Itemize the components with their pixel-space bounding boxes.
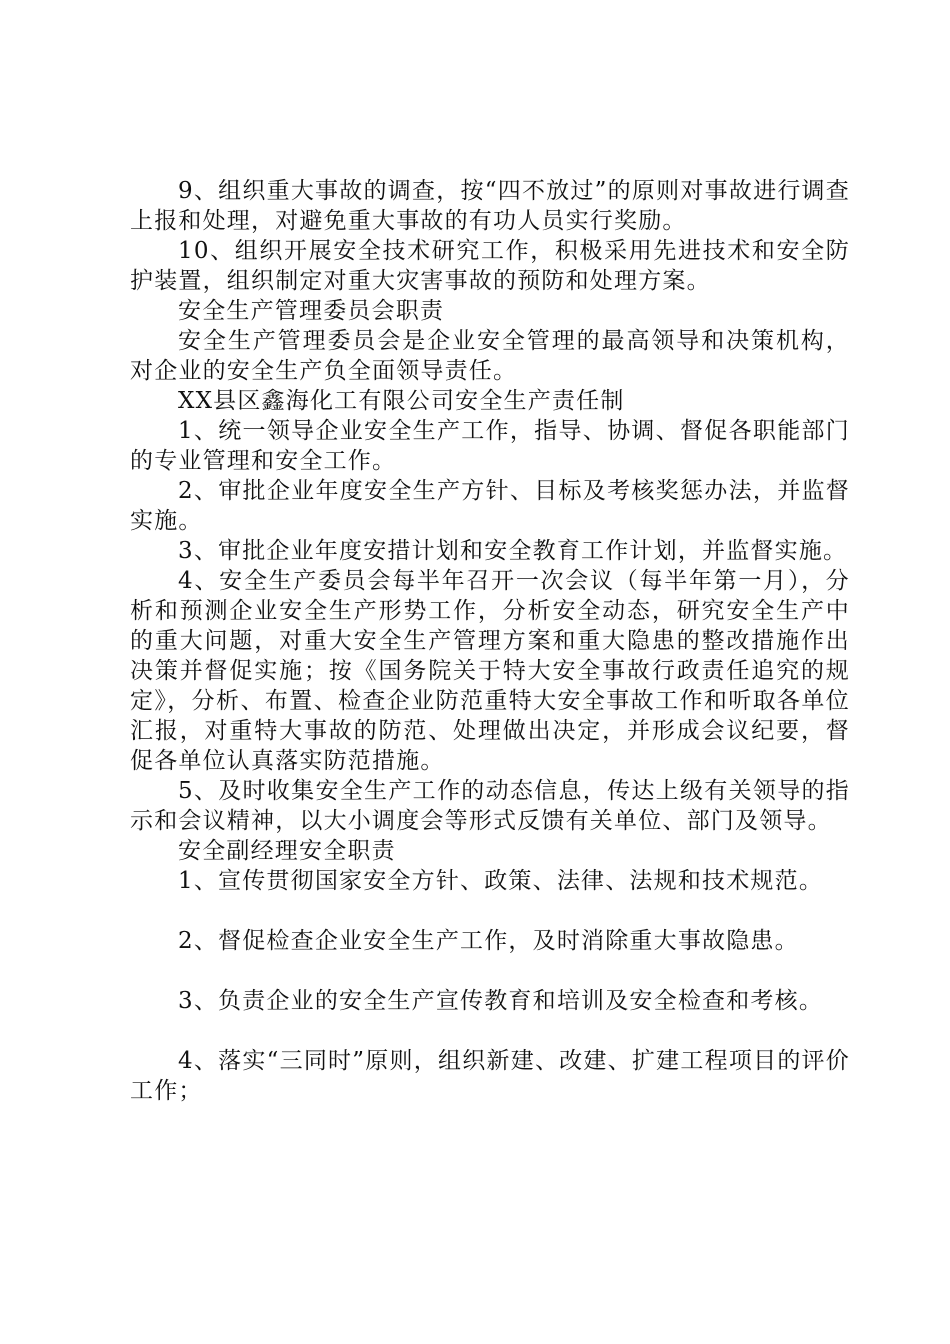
deputy-item-3: 3、负责企业的安全生产宣传教育和培训及安全检查和考核。 [178,988,824,1014]
committee-item-1: 1、统一领导企业安全生产工作，指导、协调、督促各职能部门的专业管理和安全工作。 [130,418,850,474]
deputy-item-2: 2、督促检查企业安全生产工作，及时消除重大事故隐患。 [178,928,799,954]
section-heading-deputy-manager: 安全副经理安全职责 [178,838,396,864]
deputy-item-4: 4、落实“三同时”原则，组织新建、改建、扩建工程项目的评价工作； [130,1048,850,1104]
section-heading-committee: 安全生产管理委员会职责 [178,298,445,324]
section-heading-responsibility-system: XX县区鑫海化工有限公司安全生产责任制 [178,388,625,414]
paragraph-item-10: 10、组织开展安全技术研究工作，积极采用先进技术和安全防护装置，组织制定对重大灾害事故的预防和处理方案。 [130,238,850,294]
committee-description: 安全生产管理委员会是企业安全管理的最高领导和决策机构，对企业的安全生产负全面领导责任。 [130,328,850,384]
committee-item-4: 4、安全生产委员会每半年召开一次会议（每半年第一月），分析和预测企业安全生产形势工作，分析安全动态，研究安全生产中的重大问题，对重大安全生产管理方案和重大隐患的整改措施作出决策并督促实施；按《国务院关于特大安全事故行政责任追究的规定》，分析、布置、检查企业防范重特大安全事故工作和听取各单位汇报，对重特大事故的防范、处理做出决定，并形成会议纪要，督促各单位认真落实防范措施。 [130,568,850,774]
committee-item-5: 5、及时收集安全生产工作的动态信息，传达上级有关领导的指示和会议精神，以大小调度会等形式反馈有关单位、部门及领导。 [130,778,850,834]
committee-item-2: 2、审批企业年度安全生产方针、目标及考核奖惩办法，并监督实施。 [130,478,850,534]
document-body [130,176,850,1106]
paragraph-item-9: 9、组织重大事故的调查，按“四不放过”的原则对事故进行调查上报和处理，对避免重大事故的有功人员实行奖励。 [130,178,850,234]
committee-item-3: 3、审批企业年度安措计划和安全教育工作计划，并监督实施。 [178,538,848,564]
deputy-item-1: 1、宣传贯彻国家安全方针、政策、法律、法规和技术规范。 [178,868,824,894]
